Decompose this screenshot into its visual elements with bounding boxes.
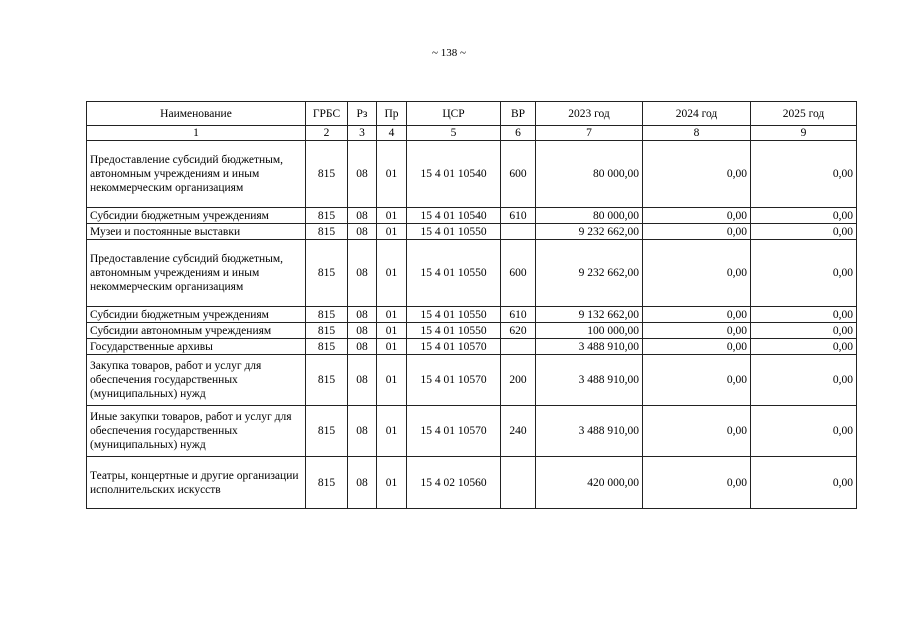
row-2024: 0,00 bbox=[643, 339, 751, 355]
row-name: Театры, концертные и другие организации исполнительских искусств bbox=[87, 457, 306, 509]
header-rz: Рз bbox=[348, 102, 377, 126]
row-2023: 3 488 910,00 bbox=[536, 355, 643, 406]
row-name: Субсидии автономным учреждениям bbox=[87, 323, 306, 339]
row-2023: 9 132 662,00 bbox=[536, 307, 643, 323]
row-2024: 0,00 bbox=[643, 240, 751, 307]
row-2025: 0,00 bbox=[751, 224, 857, 240]
row-2025: 0,00 bbox=[751, 323, 857, 339]
row-vr bbox=[501, 224, 536, 240]
column-number-row bbox=[87, 126, 857, 141]
row-grbs: 815 bbox=[306, 355, 348, 406]
row-csr: 15 4 01 10550 bbox=[407, 224, 501, 240]
table-row bbox=[87, 240, 857, 307]
row-vr: 200 bbox=[501, 355, 536, 406]
row-2024: 0,00 bbox=[643, 224, 751, 240]
column-number: 6 bbox=[501, 126, 536, 141]
header-grbs: ГРБС bbox=[306, 102, 348, 126]
row-csr: 15 4 01 10550 bbox=[407, 323, 501, 339]
row-2024: 0,00 bbox=[643, 307, 751, 323]
row-rz: 08 bbox=[348, 339, 377, 355]
row-2023: 3 488 910,00 bbox=[536, 406, 643, 457]
column-number: 2 bbox=[306, 126, 348, 141]
row-2023: 9 232 662,00 bbox=[536, 240, 643, 307]
row-rz: 08 bbox=[348, 355, 377, 406]
header-name: Наименование bbox=[87, 102, 306, 126]
row-rz: 08 bbox=[348, 141, 377, 208]
row-grbs: 815 bbox=[306, 141, 348, 208]
row-pr: 01 bbox=[377, 141, 407, 208]
row-pr: 01 bbox=[377, 355, 407, 406]
row-2023: 80 000,00 bbox=[536, 208, 643, 224]
column-number: 3 bbox=[348, 126, 377, 141]
row-vr bbox=[501, 339, 536, 355]
row-pr: 01 bbox=[377, 457, 407, 509]
row-csr: 15 4 01 10540 bbox=[407, 208, 501, 224]
column-number: 4 bbox=[377, 126, 407, 141]
row-csr: 15 4 01 10550 bbox=[407, 240, 501, 307]
header-2023: 2023 год bbox=[536, 102, 643, 126]
table-header-row bbox=[87, 102, 857, 126]
row-vr: 240 bbox=[501, 406, 536, 457]
table-row bbox=[87, 224, 857, 240]
row-2023: 100 000,00 bbox=[536, 323, 643, 339]
row-csr: 15 4 02 10560 bbox=[407, 457, 501, 509]
header-2025: 2025 год bbox=[751, 102, 857, 126]
row-grbs: 815 bbox=[306, 307, 348, 323]
column-number: 5 bbox=[407, 126, 501, 141]
table-row bbox=[87, 307, 857, 323]
row-name: Субсидии бюджетным учреждениям bbox=[87, 208, 306, 224]
row-grbs: 815 bbox=[306, 406, 348, 457]
row-csr: 15 4 01 10570 bbox=[407, 355, 501, 406]
row-vr bbox=[501, 457, 536, 509]
row-2024: 0,00 bbox=[643, 355, 751, 406]
row-rz: 08 bbox=[348, 208, 377, 224]
row-2024: 0,00 bbox=[643, 406, 751, 457]
row-2024: 0,00 bbox=[643, 141, 751, 208]
row-pr: 01 bbox=[377, 307, 407, 323]
row-pr: 01 bbox=[377, 208, 407, 224]
row-vr: 610 bbox=[501, 208, 536, 224]
row-2023: 420 000,00 bbox=[536, 457, 643, 509]
budget-table bbox=[86, 101, 857, 509]
column-number: 9 bbox=[751, 126, 857, 141]
table-row bbox=[87, 355, 857, 406]
row-2025: 0,00 bbox=[751, 355, 857, 406]
row-2025: 0,00 bbox=[751, 208, 857, 224]
row-2025: 0,00 bbox=[751, 406, 857, 457]
row-name: Иные закупки товаров, работ и услуг для обеспечения государственных (муниципальных) нужд bbox=[87, 406, 306, 457]
row-rz: 08 bbox=[348, 457, 377, 509]
row-csr: 15 4 01 10570 bbox=[407, 406, 501, 457]
table-row bbox=[87, 323, 857, 339]
row-pr: 01 bbox=[377, 406, 407, 457]
row-2025: 0,00 bbox=[751, 457, 857, 509]
row-2024: 0,00 bbox=[643, 208, 751, 224]
header-pr: Пр bbox=[377, 102, 407, 126]
row-2023: 80 000,00 bbox=[536, 141, 643, 208]
row-csr: 15 4 01 10570 bbox=[407, 339, 501, 355]
row-vr: 610 bbox=[501, 307, 536, 323]
column-number: 1 bbox=[87, 126, 306, 141]
row-2025: 0,00 bbox=[751, 307, 857, 323]
row-rz: 08 bbox=[348, 323, 377, 339]
row-rz: 08 bbox=[348, 240, 377, 307]
row-grbs: 815 bbox=[306, 224, 348, 240]
page-number: ~ 138 ~ bbox=[432, 47, 466, 59]
row-csr: 15 4 01 10540 bbox=[407, 141, 501, 208]
table-row bbox=[87, 141, 857, 208]
row-2023: 9 232 662,00 bbox=[536, 224, 643, 240]
row-name: Субсидии бюджетным учреждениям bbox=[87, 307, 306, 323]
row-pr: 01 bbox=[377, 224, 407, 240]
row-name: Предоставление субсидий бюджетным, автономным учреждениям и иным некоммерческим организациям bbox=[87, 141, 306, 208]
row-2024: 0,00 bbox=[643, 457, 751, 509]
row-2025: 0,00 bbox=[751, 141, 857, 208]
row-pr: 01 bbox=[377, 339, 407, 355]
row-vr: 600 bbox=[501, 240, 536, 307]
row-rz: 08 bbox=[348, 307, 377, 323]
row-grbs: 815 bbox=[306, 339, 348, 355]
row-pr: 01 bbox=[377, 240, 407, 307]
row-csr: 15 4 01 10550 bbox=[407, 307, 501, 323]
row-rz: 08 bbox=[348, 224, 377, 240]
row-2025: 0,00 bbox=[751, 339, 857, 355]
header-csr: ЦСР bbox=[407, 102, 501, 126]
row-name: Предоставление субсидий бюджетным, автономным учреждениям и иным некоммерческим организациям bbox=[87, 240, 306, 307]
row-grbs: 815 bbox=[306, 208, 348, 224]
row-2023: 3 488 910,00 bbox=[536, 339, 643, 355]
row-grbs: 815 bbox=[306, 457, 348, 509]
row-rz: 08 bbox=[348, 406, 377, 457]
column-number: 8 bbox=[643, 126, 751, 141]
row-grbs: 815 bbox=[306, 240, 348, 307]
row-grbs: 815 bbox=[306, 323, 348, 339]
table-row bbox=[87, 406, 857, 457]
column-number: 7 bbox=[536, 126, 643, 141]
table-row bbox=[87, 457, 857, 509]
row-name: Закупка товаров, работ и услуг для обеспечения государственных (муниципальных) нужд bbox=[87, 355, 306, 406]
row-name: Государственные архивы bbox=[87, 339, 306, 355]
row-vr: 620 bbox=[501, 323, 536, 339]
table-row bbox=[87, 339, 857, 355]
row-vr: 600 bbox=[501, 141, 536, 208]
row-2024: 0,00 bbox=[643, 323, 751, 339]
row-2025: 0,00 bbox=[751, 240, 857, 307]
table-row bbox=[87, 208, 857, 224]
header-vr: ВР bbox=[501, 102, 536, 126]
row-pr: 01 bbox=[377, 323, 407, 339]
row-name: Музеи и постоянные выставки bbox=[87, 224, 306, 240]
header-2024: 2024 год bbox=[643, 102, 751, 126]
